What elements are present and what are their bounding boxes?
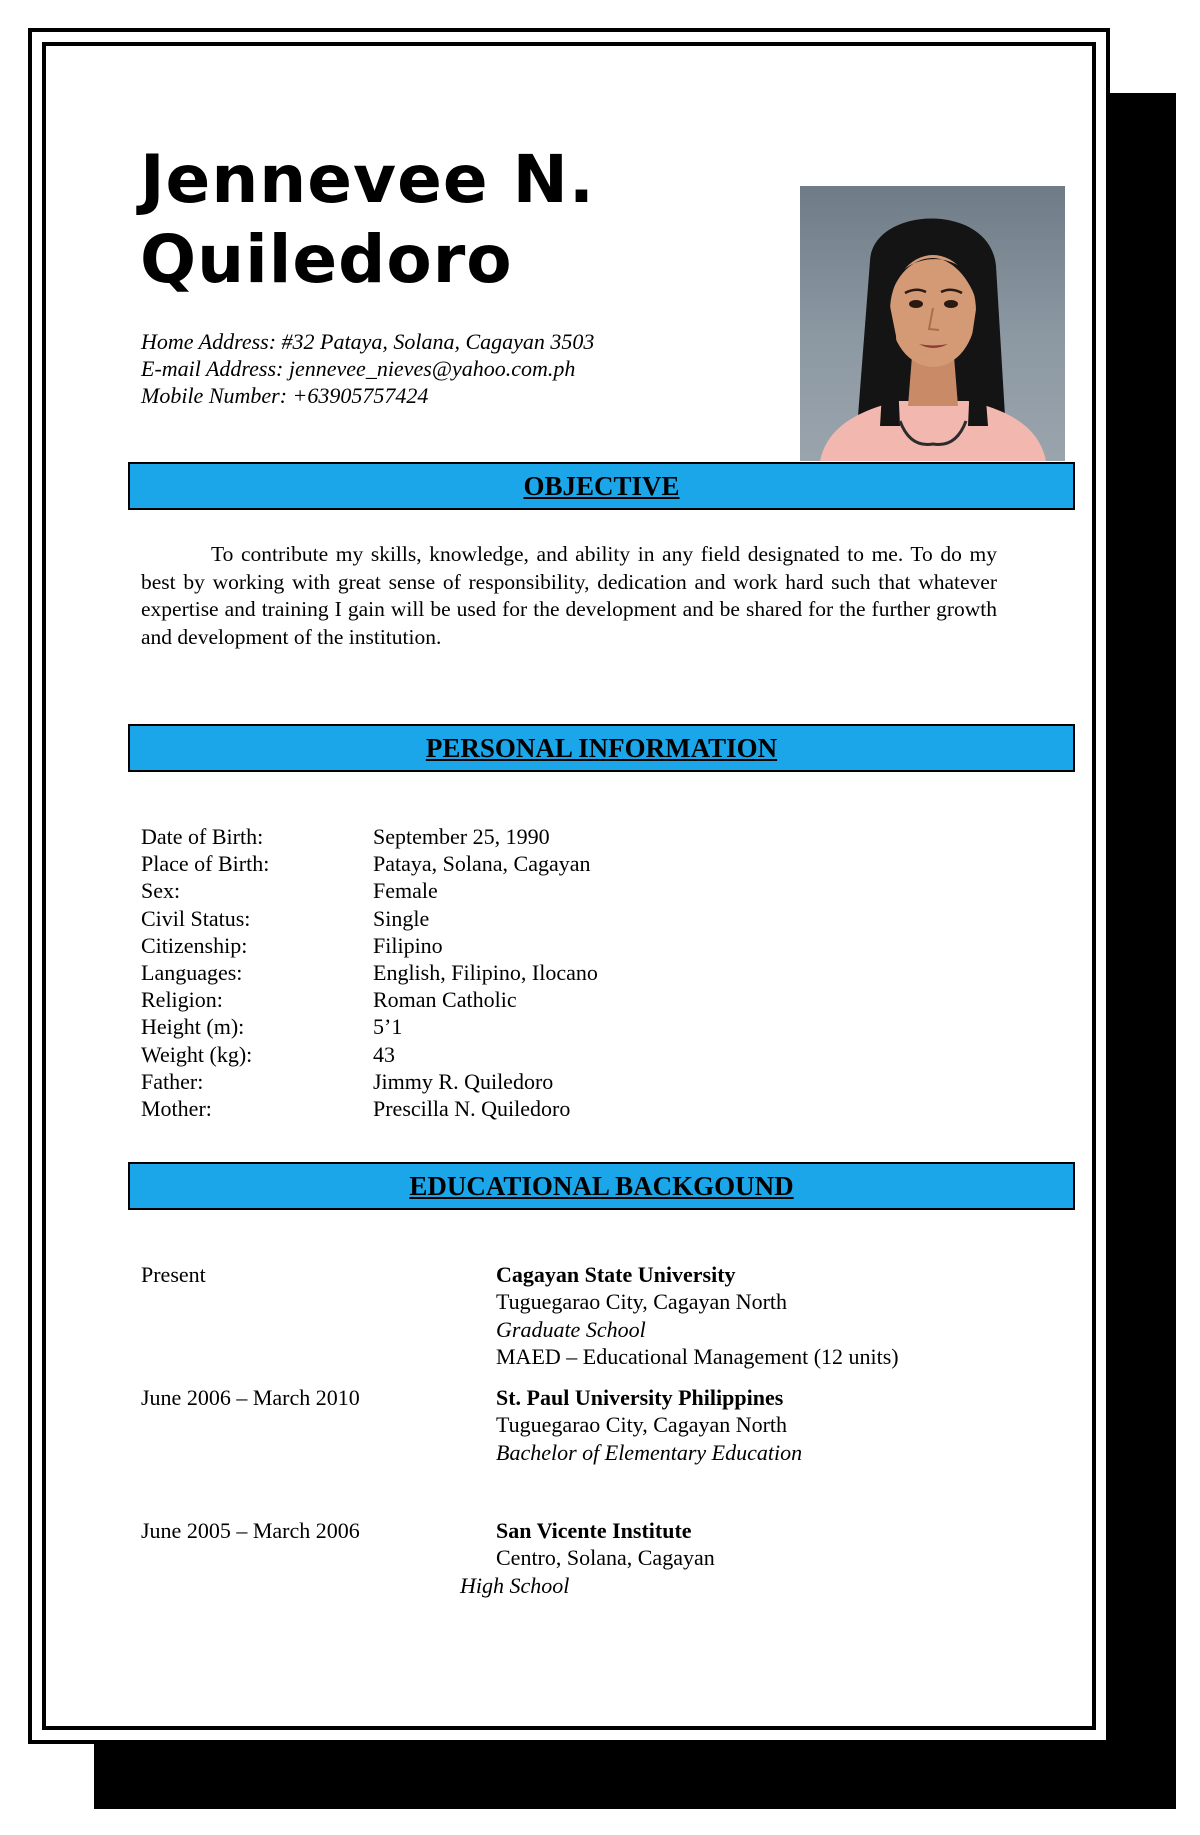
info-row (141, 1095, 598, 1122)
info-row (141, 932, 598, 959)
name-line-1: Jennevee N. (140, 141, 595, 218)
section-objective (128, 462, 1075, 510)
section-personal-information-title: PERSONAL INFORMATION (425, 733, 778, 763)
info-label: Languages: (141, 960, 243, 986)
info-value: Jimmy R. Quiledoro (373, 1068, 554, 1094)
info-row (141, 905, 598, 932)
education-period: June 2005 – March 2006 (141, 1518, 360, 1543)
info-value: 43 (373, 1041, 395, 1067)
section-personal-information (128, 724, 1075, 772)
name-line-2: Quiledoro (140, 221, 513, 298)
school-name: San Vicente Institute (496, 1518, 692, 1543)
home-address: Home Address: #32 Pataya, Solana, Cagayan 3503 (141, 329, 595, 354)
mobile-number: Mobile Number: +63905757424 (141, 383, 429, 408)
info-value: Pataya, Solana, Cagayan (373, 851, 591, 877)
info-row (141, 1041, 598, 1068)
school-location: Tuguegarao City, Cagayan North (496, 1412, 788, 1438)
education-detail (496, 1384, 802, 1466)
info-row (141, 986, 598, 1013)
personal-info-table (141, 823, 598, 1122)
section-educational-background (128, 1162, 1075, 1210)
profile-photo (800, 186, 1065, 461)
education-detail (460, 1517, 715, 1599)
info-label: Mother: (141, 1096, 212, 1122)
info-label: Civil Status: (141, 905, 251, 931)
info-value: Prescilla N. Quiledoro (373, 1096, 571, 1122)
info-value: September 25, 1990 (373, 824, 550, 849)
info-row (141, 823, 598, 850)
section-educational-background-title: EDUCATIONAL BACKGOUND (409, 1171, 794, 1201)
education-period: Present (141, 1262, 206, 1287)
education-level: High School (460, 1572, 570, 1598)
info-label: Weight (kg): (141, 1041, 253, 1067)
section-objective-title: OBJECTIVE (523, 471, 680, 501)
education-level: Bachelor of Elementary Education (496, 1439, 803, 1465)
info-row (141, 959, 598, 986)
education-program: MAED – Educational Management (12 units) (496, 1343, 899, 1369)
info-value: Filipino (373, 932, 443, 958)
school-location: Tuguegarao City, Cagayan North (496, 1289, 788, 1315)
info-label: Height (m): (141, 1014, 245, 1040)
info-value: Single (373, 905, 430, 931)
school-name: St. Paul University Philippines (496, 1385, 784, 1410)
email-address: E-mail Address: jennevee_nieves@yahoo.com.ph (141, 356, 576, 381)
info-row (141, 1068, 598, 1095)
school-name: Cagayan State University (496, 1262, 736, 1287)
info-row (141, 850, 598, 877)
education-period: June 2006 – March 2010 (141, 1385, 360, 1410)
education-detail (496, 1261, 899, 1370)
education-level: Graduate School (496, 1316, 646, 1342)
info-label: Religion: (141, 987, 223, 1013)
info-value: English, Filipino, Ilocano (373, 960, 598, 986)
info-label: Place of Birth: (141, 851, 270, 877)
info-label: Sex: (141, 878, 181, 904)
info-label: Father: (141, 1068, 204, 1094)
school-location: Centro, Solana, Cagayan (496, 1545, 715, 1571)
info-value: 5’1 (373, 1014, 403, 1040)
info-row (141, 1013, 598, 1040)
applicant-name (140, 140, 595, 300)
info-label: Date of Birth: (141, 824, 264, 849)
info-value: Female (373, 878, 438, 904)
objective-text: To contribute my skills, knowledge, and ability in any field designated to me. To do my best by working with great sense of responsibility, dedication and work hard such that whatever expertise and training I gain will be used for the development and be shared for the further growth and development of the institution. (141, 542, 997, 649)
info-row (141, 877, 598, 904)
contact-block (141, 328, 594, 409)
info-label: Citizenship: (141, 932, 248, 958)
info-value: Roman Catholic (373, 987, 517, 1013)
